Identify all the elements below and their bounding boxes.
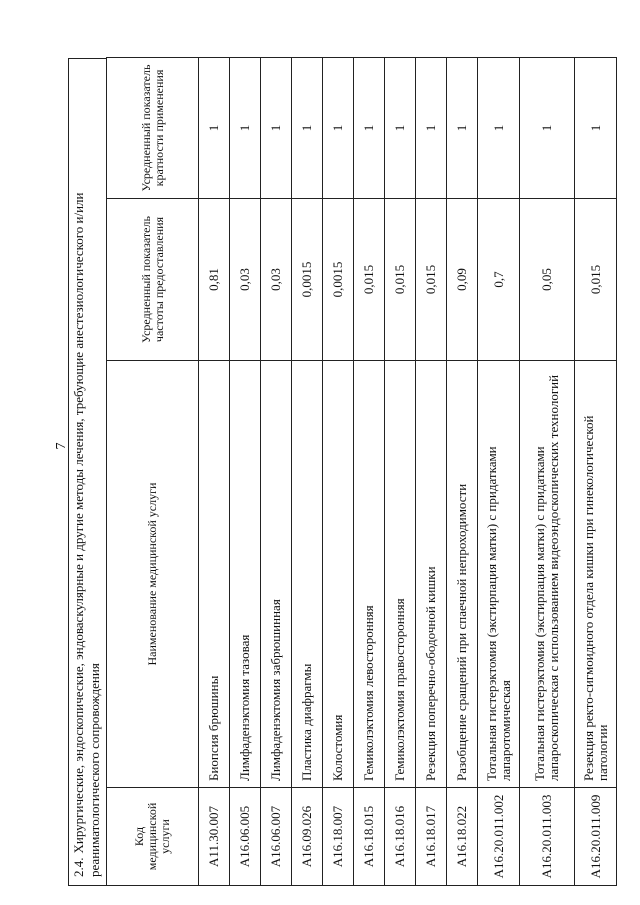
cell-multiplicity: 1 — [323, 58, 354, 199]
cell-frequency: 0,0015 — [323, 199, 354, 361]
cell-name: Лимфаденэктомия забрюшинная — [261, 361, 292, 788]
cell-frequency: 0,015 — [416, 199, 447, 361]
page-number: 7 — [54, 442, 69, 450]
cell-name: Тотальная гистерэктомия (экстирпация матки) с придатками лапароскопическая с использованием видеоэндоскопических технологий — [520, 361, 575, 788]
header-code: Код медицинской услуги — [107, 788, 199, 886]
table-row — [416, 58, 447, 886]
header-name: Наименование медицинской услуги — [107, 361, 199, 788]
cell-code: A16.18.016 — [385, 788, 416, 886]
cell-multiplicity: 1 — [416, 58, 447, 199]
cell-frequency: 0,09 — [447, 199, 478, 361]
table-row — [385, 58, 416, 886]
cell-multiplicity: 1 — [354, 58, 385, 199]
cell-frequency: 0,05 — [520, 199, 575, 361]
table-row — [478, 58, 520, 886]
header-frequency: Усредненный показатель частоты предоставления — [107, 199, 199, 361]
table-row — [261, 58, 292, 886]
cell-multiplicity: 1 — [575, 58, 617, 199]
table-row — [575, 58, 617, 886]
cell-name: Резекция ректо-сигмоидного отдела кишки при гинекологической патологии — [575, 361, 617, 788]
cell-frequency: 0,015 — [385, 199, 416, 361]
cell-multiplicity: 1 — [199, 58, 230, 199]
table-row — [199, 58, 230, 886]
table-row — [323, 58, 354, 886]
cell-name: Разобщение сращений при спаечной непроходимости — [447, 361, 478, 788]
cell-name: Пластика диафрагмы — [292, 361, 323, 788]
cell-name: Гемиколэктомия левосторонняя — [354, 361, 385, 788]
cell-code: A11.30.007 — [199, 788, 230, 886]
cell-code: A16.18.022 — [447, 788, 478, 886]
cell-code: A16.18.007 — [323, 788, 354, 886]
cell-name: Лимфаденэктомия тазовая — [230, 361, 261, 788]
header-multiplicity: Усредненный показатель кратности применения — [107, 58, 199, 199]
cell-code: A16.18.015 — [354, 788, 385, 886]
cell-code: A16.20.011.002 — [478, 788, 520, 886]
table-row — [292, 58, 323, 886]
section-title-text: Хирургические, эндоскопические, эндоваскулярные и другие методы лечения, требующие анестезиологического и/или реаниматологического сопровождения — [71, 192, 102, 877]
cell-multiplicity: 1 — [478, 58, 520, 199]
cell-code: A16.09.026 — [292, 788, 323, 886]
cell-multiplicity: 1 — [230, 58, 261, 199]
section-title — [68, 58, 106, 886]
cell-multiplicity: 1 — [447, 58, 478, 199]
table-row — [230, 58, 261, 886]
table-row — [520, 58, 575, 886]
cell-name: Гемиколэктомия правосторонняя — [385, 361, 416, 788]
rotated-table-block — [68, 58, 610, 886]
table-row — [354, 58, 385, 886]
cell-code: A16.20.011.009 — [575, 788, 617, 886]
cell-code: A16.20.011.003 — [520, 788, 575, 886]
table-row — [447, 58, 478, 886]
cell-name: Биопсия брюшины — [199, 361, 230, 788]
cell-frequency: 0,03 — [261, 199, 292, 361]
cell-code: A16.06.005 — [230, 788, 261, 886]
cell-frequency: 0,015 — [354, 199, 385, 361]
cell-frequency: 0,81 — [199, 199, 230, 361]
cell-multiplicity: 1 — [261, 58, 292, 199]
cell-name: Колостомия — [323, 361, 354, 788]
cell-frequency: 0,03 — [230, 199, 261, 361]
services-table — [106, 57, 617, 886]
cell-multiplicity: 1 — [292, 58, 323, 199]
cell-multiplicity: 1 — [385, 58, 416, 199]
cell-frequency: 0,0015 — [292, 199, 323, 361]
cell-multiplicity: 1 — [520, 58, 575, 199]
cell-name: Резекция поперечно-ободочной кишки — [416, 361, 447, 788]
cell-name: Тотальная гистерэктомия (экстирпация матки) с придатками лапаротомическая — [478, 361, 520, 788]
cell-frequency: 0,7 — [478, 199, 520, 361]
table-header-row — [107, 58, 199, 886]
cell-code: A16.06.007 — [261, 788, 292, 886]
cell-frequency: 0,015 — [575, 199, 617, 361]
section-number: 2.4. — [71, 857, 86, 877]
cell-code: A16.18.017 — [416, 788, 447, 886]
